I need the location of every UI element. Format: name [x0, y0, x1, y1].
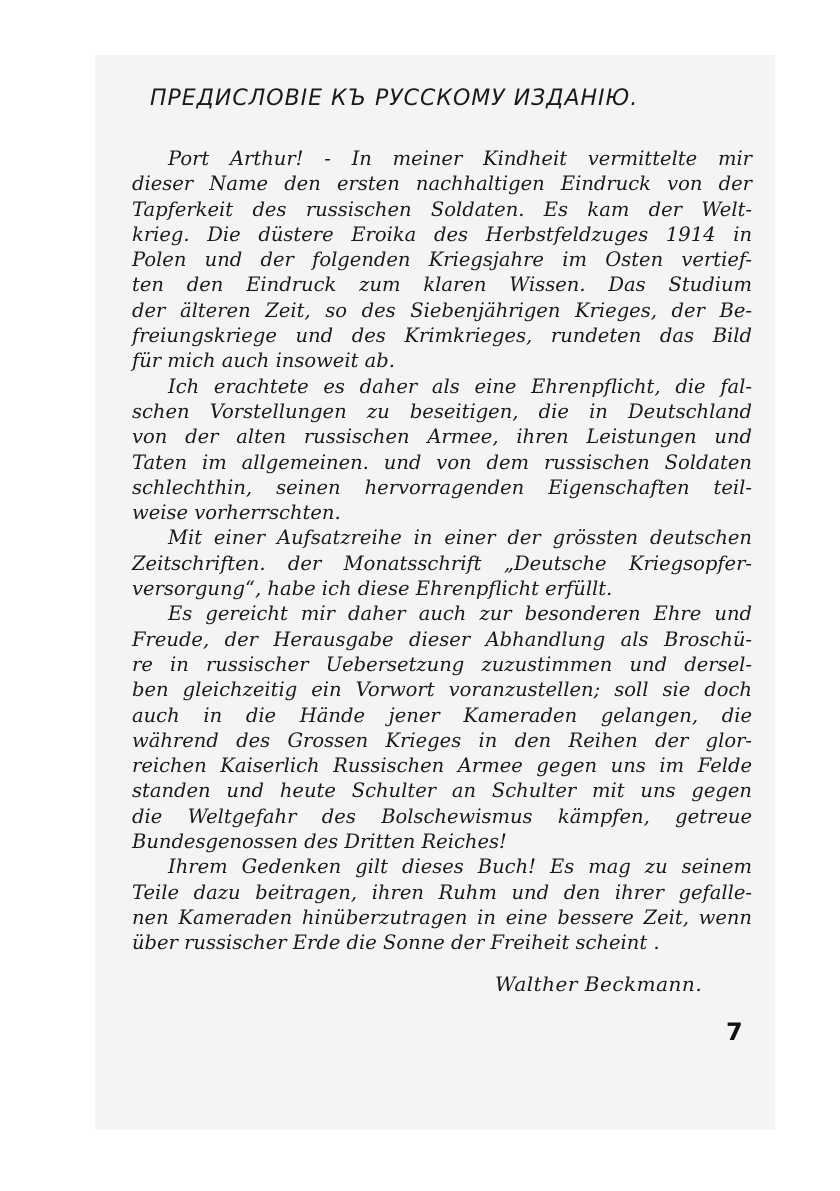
page-number: 7 [726, 1018, 743, 1046]
text-line: Tapferkeit des russischen Soldaten. Es kam der Welt- [132, 197, 752, 221]
text-line: von der alten russischen Armee, ihren Leistungen und [132, 425, 752, 449]
text-line: Polen und der folgenden Kriegsjahre im Osten vertief- [132, 248, 752, 272]
text-line: Mit einer Aufsatzreihe in einer der grössten deutschen [168, 526, 752, 550]
text-line: schen Vorstellungen zu beseitigen, die in Deutschland [132, 399, 752, 423]
text-line: re in russischer Uebersetzung zuzustimmen und dersel- [132, 652, 752, 676]
text-line: Taten im allgemeinen. und von dem russischen Soldaten [132, 450, 752, 474]
text-line: Freude, der Herausgabe dieser Abhandlung als Broschü- [132, 627, 752, 651]
text-line: der älteren Zeit, so des Siebenjährigen Krieges, der Be- [132, 298, 752, 322]
text-line: Bundesgenossen des Dritten Reiches! [132, 830, 507, 854]
text-line: schlechthin, seinen hervorragenden Eigenschaften teil- [132, 475, 752, 499]
text-line: weise vorherrschten. [132, 501, 341, 525]
text-line: Ihrem Gedenken gilt dieses Buch! Es mag zu seinem [168, 855, 752, 879]
text-line: Teile dazu beitragen, ihren Ruhm und den ihrer gefalle- [132, 880, 752, 904]
text-line: dieser Name den ersten nachhaltigen Eindruck von der [132, 172, 752, 196]
text-line: Ich erachtete es daher als eine Ehrenpflicht, die fal- [168, 374, 752, 398]
page-title: ПРЕДИСЛОВІЕ КЪ РУССКОМУ ИЗДАНІЮ. [150, 86, 639, 111]
text-line: Port Arthur! - In meiner Kindheit vermittelte mir [168, 147, 752, 170]
text-line: auch in die Hände jener Kameraden gelangen, die [132, 703, 752, 727]
text-line: für mich auch insoweit ab. [132, 349, 395, 373]
text-line: nen Kameraden hinüberzutragen in eine bessere Zeit, wenn [132, 905, 752, 929]
text-line: ten den Eindruck zum klaren Wissen. Das Studium [132, 273, 752, 297]
text-line: Zeitschriften. der Monatsschrift „Deutsche Kriegsopfer- [132, 551, 752, 575]
text-line: ben gleichzeitig ein Vorwort voranzustellen; soll sie doch [132, 678, 752, 702]
text-line: während des Grossen Krieges in den Reihen der glor- [132, 728, 752, 752]
author-signature: Walther Beckmann. [495, 972, 703, 996]
text-line: die Weltgefahr des Bolschewismus kämpfen, getreue [132, 804, 752, 828]
text-line: freiungskriege und des Krimkrieges, rundeten das Bild [132, 324, 752, 348]
text-line: über russischer Erde die Sonne der Freiheit scheint . [132, 931, 660, 955]
text-line: Es gereicht mir daher auch zur besonderen Ehre und [168, 602, 752, 626]
text-line: reichen Kaiserlich Russischen Armee gegen uns im Felde [132, 754, 752, 778]
text-line: versorgung“, habe ich diese Ehrenpflicht erfüllt. [132, 577, 613, 601]
preface-body [132, 146, 752, 956]
text-line: standen und heute Schulter an Schulter mit uns gegen [132, 779, 752, 803]
text-line: krieg. Die düstere Eroika des Herbstfeldzuges 1914 in [132, 222, 752, 246]
